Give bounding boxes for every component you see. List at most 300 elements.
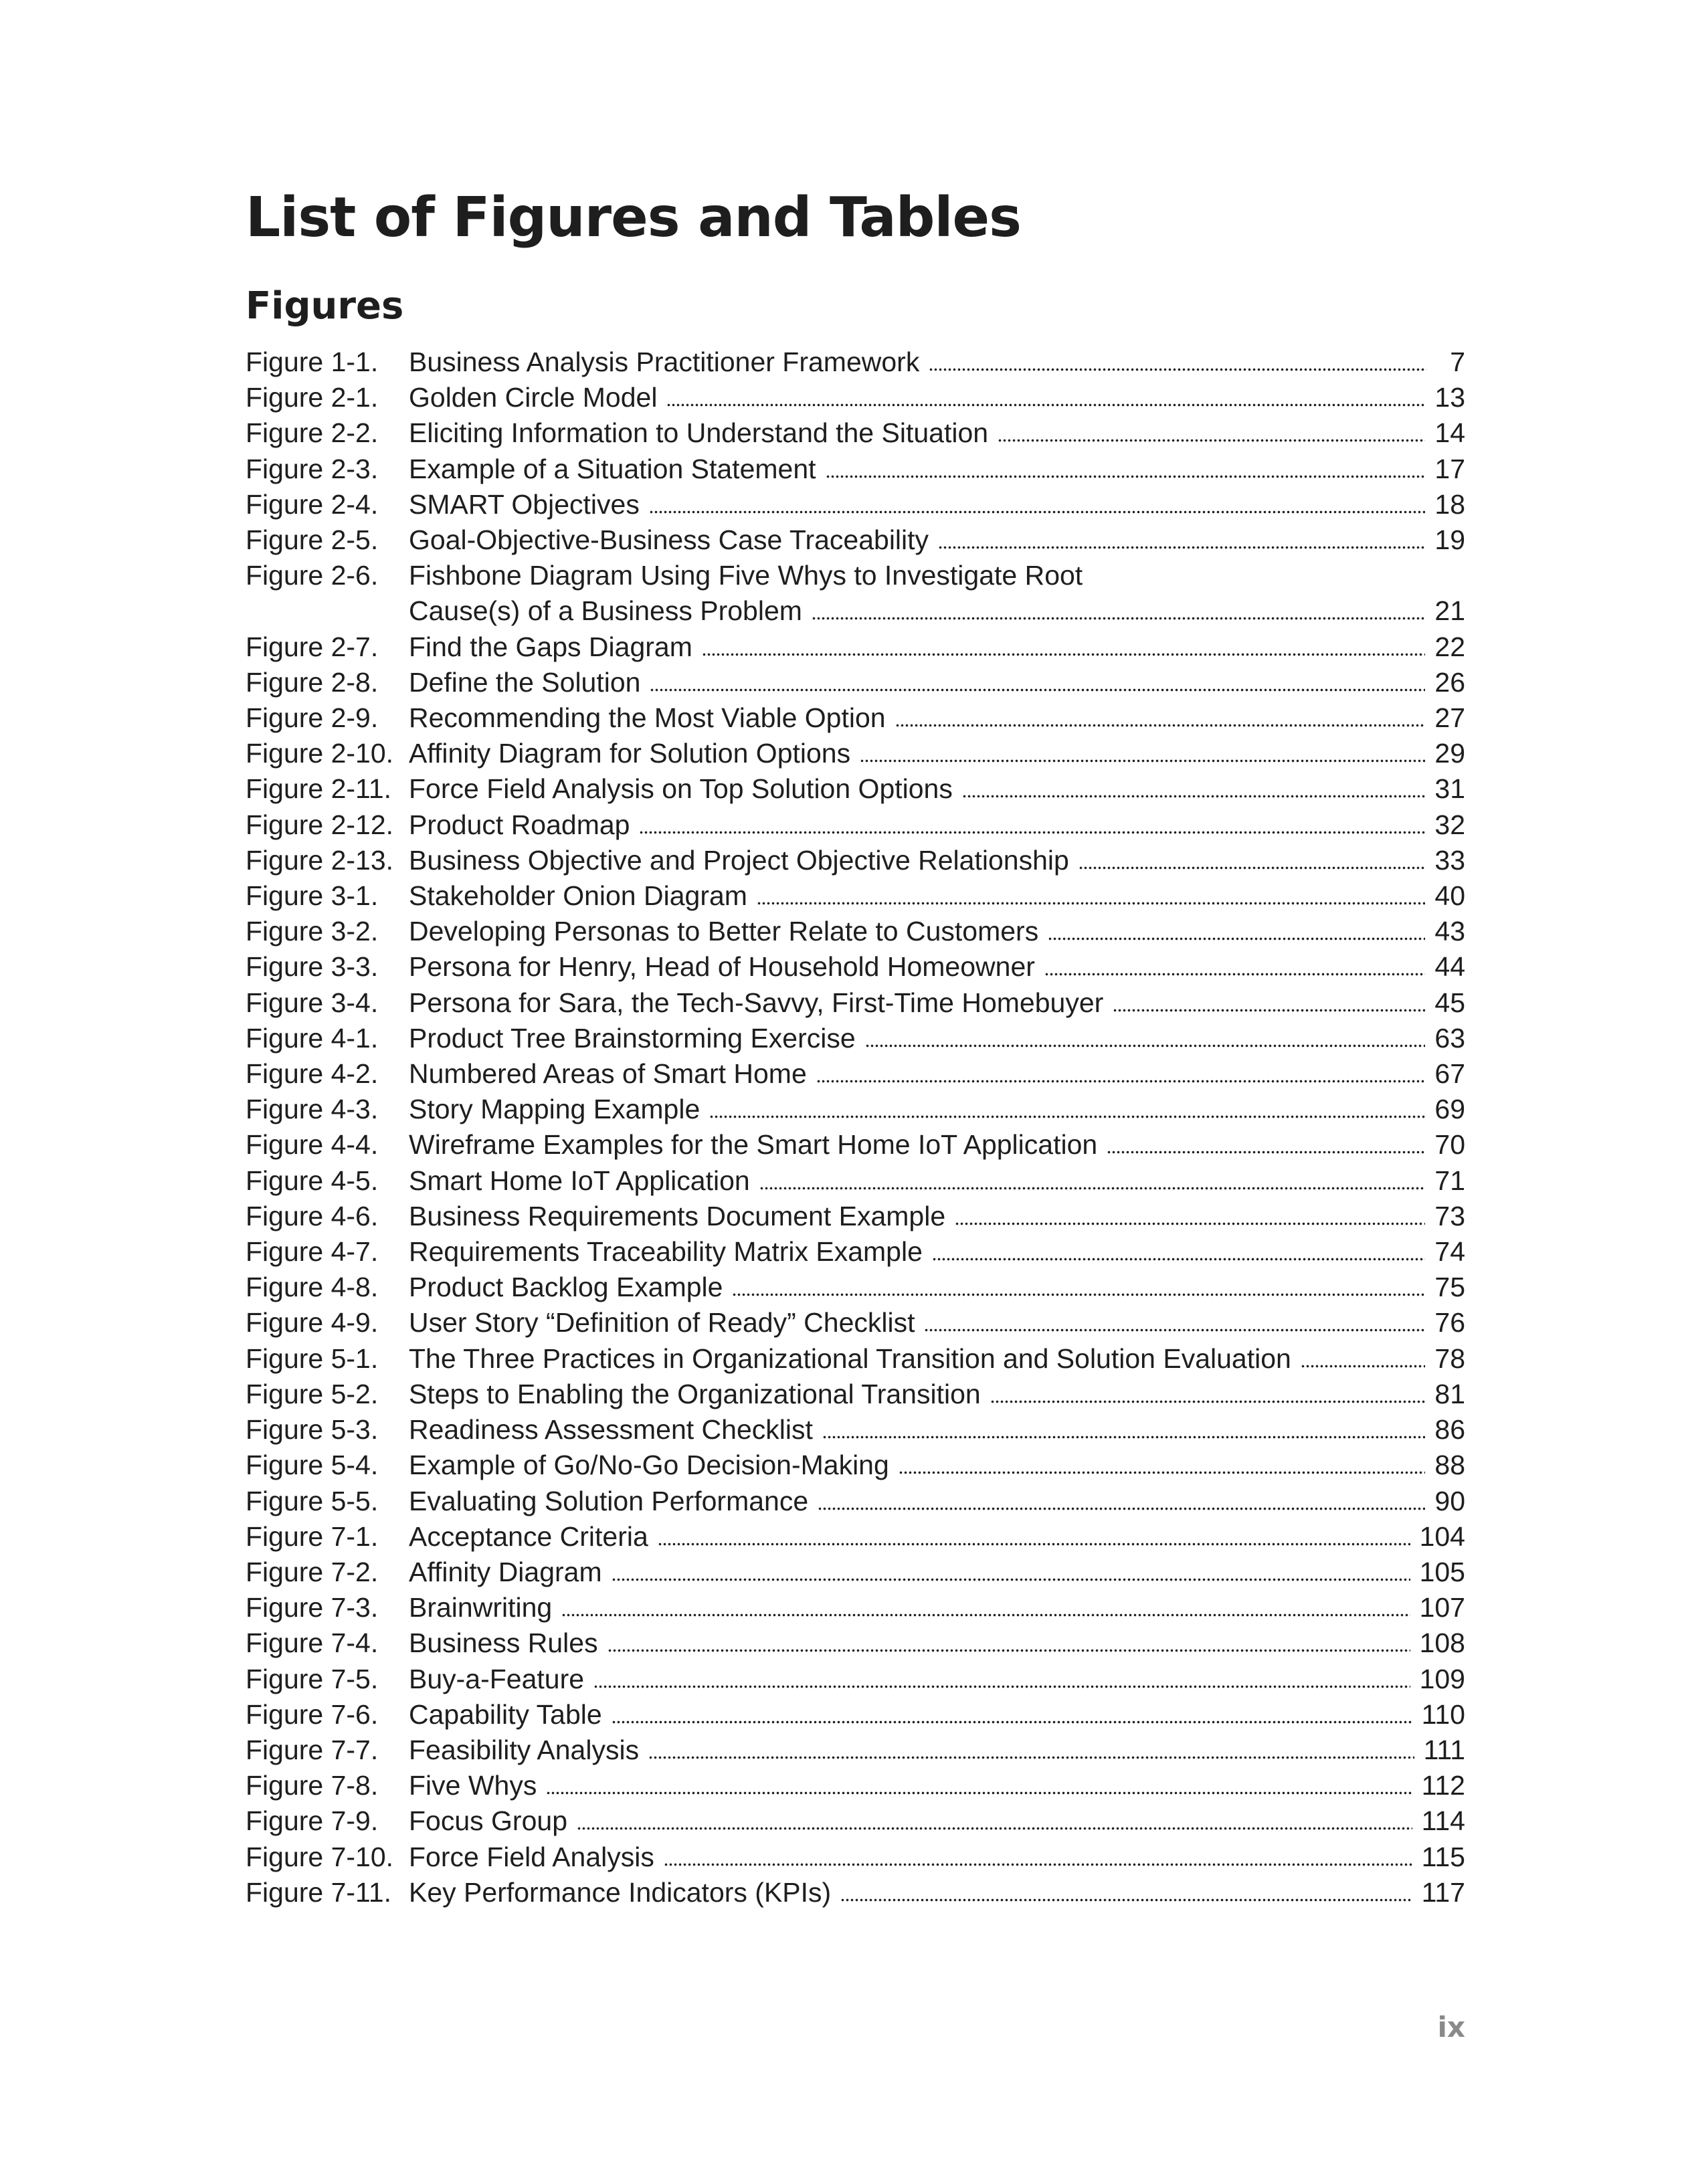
figure-title-line bbox=[409, 1021, 1465, 1056]
figure-number: Figure 2-8. bbox=[246, 666, 379, 698]
figure-number: Figure 7-2. bbox=[246, 1556, 379, 1587]
figure-number: Figure 4-4. bbox=[246, 1129, 379, 1161]
dot-leader bbox=[577, 1827, 1412, 1830]
figure-page-number: 114 bbox=[1421, 1805, 1465, 1837]
figure-entry-body bbox=[409, 1555, 1465, 1590]
figure-title: Fishbone Diagram Using Five Whys to Investigate Root bbox=[409, 560, 1083, 591]
dot-leader bbox=[658, 1543, 1410, 1546]
figure-entry-body bbox=[409, 344, 1465, 380]
figure-entry-body bbox=[409, 1732, 1465, 1768]
figure-entry-body bbox=[409, 452, 1465, 487]
dot-leader bbox=[826, 475, 1426, 478]
figure-entry-body bbox=[409, 1199, 1465, 1234]
figure-entry-body bbox=[409, 665, 1465, 700]
figure-title-line bbox=[409, 771, 1465, 807]
figure-title-line bbox=[409, 1840, 1465, 1875]
dot-leader bbox=[648, 1756, 1414, 1759]
figure-title-line bbox=[409, 1662, 1465, 1697]
figure-title: Stakeholder Onion Diagram bbox=[409, 880, 747, 912]
figure-entry[interactable] bbox=[246, 452, 1465, 487]
figure-page-number: 33 bbox=[1434, 844, 1465, 876]
dot-leader bbox=[895, 724, 1426, 727]
figure-entry-body bbox=[409, 985, 1465, 1021]
figure-entry[interactable] bbox=[246, 985, 1465, 1021]
dot-leader bbox=[1044, 973, 1425, 976]
figure-title-line bbox=[409, 452, 1465, 487]
figure-entry[interactable] bbox=[246, 380, 1465, 415]
figure-entry-body bbox=[409, 1768, 1465, 1803]
figure-entry-body bbox=[409, 1697, 1465, 1732]
figure-entry[interactable] bbox=[246, 1377, 1465, 1412]
figure-title-line bbox=[409, 1732, 1465, 1768]
figure-page-number: 90 bbox=[1434, 1485, 1465, 1516]
figure-entry[interactable] bbox=[246, 1519, 1465, 1555]
figure-number: Figure 2-5. bbox=[246, 524, 379, 556]
figure-entry-body bbox=[409, 1021, 1465, 1056]
figure-title: The Three Practices in Organizational Transition and Solution Evaluation bbox=[409, 1343, 1291, 1374]
figure-entry-body bbox=[409, 1127, 1465, 1163]
figure-entry-body bbox=[409, 1448, 1465, 1483]
dot-leader bbox=[1107, 1151, 1425, 1154]
dot-leader bbox=[612, 1578, 1410, 1581]
figure-title: Buy-a-Feature bbox=[409, 1663, 585, 1694]
dot-leader bbox=[816, 1080, 1426, 1083]
figure-entry-body bbox=[409, 1840, 1465, 1875]
dot-leader bbox=[593, 1685, 1410, 1688]
figure-title: Business Rules bbox=[409, 1627, 598, 1659]
page-number: ix bbox=[1437, 2011, 1465, 2044]
figure-title: Evaluating Solution Performance bbox=[409, 1485, 809, 1516]
figure-entry-body bbox=[409, 1270, 1465, 1305]
figure-title-line bbox=[409, 949, 1465, 985]
figure-title: Business Analysis Practitioner Framework bbox=[409, 346, 920, 377]
figure-entry-body bbox=[409, 1305, 1465, 1341]
figure-number: Figure 7-5. bbox=[246, 1663, 379, 1694]
figure-entry[interactable] bbox=[246, 1875, 1465, 1910]
figure-number: Figure 3-3. bbox=[246, 951, 379, 983]
figure-title: Requirements Traceability Matrix Example bbox=[409, 1236, 923, 1268]
figure-number: Figure 5-3. bbox=[246, 1414, 379, 1446]
figure-title: User Story “Definition of Ready” Checklist bbox=[409, 1307, 915, 1338]
figure-page-number: 43 bbox=[1434, 916, 1465, 947]
figure-title: Recommending the Most Viable Option bbox=[409, 702, 886, 734]
figure-page-number: 70 bbox=[1434, 1129, 1465, 1161]
figure-entry[interactable] bbox=[246, 665, 1465, 700]
figure-entry-body bbox=[409, 415, 1465, 451]
figure-title: Acceptance Criteria bbox=[409, 1520, 648, 1552]
figure-entry-body bbox=[409, 949, 1465, 985]
dot-leader bbox=[929, 368, 1426, 371]
figure-page-number: 73 bbox=[1434, 1200, 1465, 1231]
figure-title: Product Roadmap bbox=[409, 809, 630, 840]
figure-title-line bbox=[409, 878, 1465, 914]
figure-number: Figure 2-9. bbox=[246, 702, 379, 734]
figure-title-line bbox=[409, 1270, 1465, 1305]
section-heading-figures: Figures bbox=[246, 284, 404, 328]
figure-entry[interactable] bbox=[246, 807, 1465, 843]
figure-page-number: 109 bbox=[1419, 1663, 1465, 1694]
figure-number: Figure 7-9. bbox=[246, 1805, 379, 1837]
figure-entry-body bbox=[409, 878, 1465, 914]
figure-title-line bbox=[409, 1697, 1465, 1732]
figure-title: Affinity Diagram for Solution Options bbox=[409, 738, 851, 769]
figure-entry[interactable] bbox=[246, 1234, 1465, 1270]
figure-number: Figure 7-3. bbox=[246, 1592, 379, 1623]
figure-number: Figure 4-7. bbox=[246, 1236, 379, 1268]
figure-title-line bbox=[409, 522, 1465, 558]
figure-entry[interactable] bbox=[246, 1021, 1465, 1056]
figure-entry-body bbox=[409, 1625, 1465, 1661]
figure-entry[interactable] bbox=[246, 1127, 1465, 1163]
figure-number: Figure 4-8. bbox=[246, 1272, 379, 1303]
figure-title-line bbox=[409, 1163, 1465, 1199]
figure-entry-body bbox=[409, 1056, 1465, 1092]
figure-number: Figure 2-3. bbox=[246, 453, 379, 484]
figure-title-line bbox=[409, 629, 1465, 665]
figure-entry[interactable] bbox=[246, 1341, 1465, 1377]
figure-page-number: 45 bbox=[1434, 987, 1465, 1018]
figure-title-line bbox=[409, 1412, 1465, 1448]
figure-title-line bbox=[409, 1590, 1465, 1625]
figure-entry-body bbox=[409, 1662, 1465, 1697]
figure-page-number: 76 bbox=[1434, 1307, 1465, 1338]
figure-entry[interactable] bbox=[246, 1199, 1465, 1234]
figure-title: Feasibility Analysis bbox=[409, 1734, 640, 1765]
figure-entry-body bbox=[409, 736, 1465, 771]
figure-page-number: 27 bbox=[1434, 702, 1465, 734]
figure-title: Goal-Objective-Business Case Traceability bbox=[409, 524, 929, 556]
figure-number: Figure 5-1. bbox=[246, 1343, 379, 1374]
figure-entry-body bbox=[409, 487, 1465, 522]
figure-entry-body bbox=[409, 558, 1465, 629]
figure-number: Figure 5-5. bbox=[246, 1485, 379, 1516]
figure-number: Figure 4-5. bbox=[246, 1165, 379, 1196]
figure-number: Figure 5-4. bbox=[246, 1450, 379, 1481]
figure-page-number: 104 bbox=[1419, 1520, 1465, 1552]
figure-title: Five Whys bbox=[409, 1770, 537, 1801]
figure-page-number: 31 bbox=[1434, 773, 1465, 805]
figure-title-line bbox=[409, 1803, 1465, 1839]
figure-entry[interactable] bbox=[246, 771, 1465, 807]
figure-number: Figure 3-1. bbox=[246, 880, 379, 912]
figure-title: Business Objective and Project Objective Relationship bbox=[409, 844, 1069, 876]
figure-number: Figure 7-1. bbox=[246, 1520, 379, 1552]
figure-entry-body bbox=[409, 807, 1465, 843]
figure-title-line bbox=[409, 1092, 1465, 1127]
dot-leader bbox=[561, 1613, 1410, 1617]
dot-leader bbox=[822, 1435, 1426, 1439]
figure-number: Figure 2-12. bbox=[246, 809, 394, 840]
figure-page-number: 108 bbox=[1419, 1627, 1465, 1659]
figure-title-line bbox=[409, 1448, 1465, 1483]
figure-entry-body bbox=[409, 1341, 1465, 1377]
figure-entry[interactable] bbox=[246, 558, 1465, 629]
figure-title: Example of a Situation Statement bbox=[409, 453, 816, 484]
figure-title: Force Field Analysis bbox=[409, 1841, 654, 1872]
figure-page-number: 19 bbox=[1434, 524, 1465, 556]
figure-entry[interactable] bbox=[246, 415, 1465, 451]
figure-title-line bbox=[409, 807, 1465, 843]
dot-leader bbox=[998, 439, 1425, 442]
figure-entry-body bbox=[409, 700, 1465, 736]
figure-entry[interactable] bbox=[246, 1803, 1465, 1839]
figure-title: Example of Go/No-Go Decision-Making bbox=[409, 1450, 889, 1481]
figure-number: Figure 3-2. bbox=[246, 916, 379, 947]
figure-number: Figure 4-9. bbox=[246, 1307, 379, 1338]
figure-page-number: 7 bbox=[1450, 346, 1465, 377]
figure-number: Figure 4-2. bbox=[246, 1058, 379, 1090]
dot-leader bbox=[955, 1222, 1425, 1225]
figure-entry[interactable] bbox=[246, 1056, 1465, 1092]
figure-title: Readiness Assessment Checklist bbox=[409, 1414, 813, 1446]
figure-title: Developing Personas to Better Relate to Customers bbox=[409, 916, 1039, 947]
figure-entry[interactable] bbox=[246, 1768, 1465, 1803]
figure-entry[interactable] bbox=[246, 1163, 1465, 1199]
dot-leader bbox=[924, 1328, 1425, 1332]
figure-entry[interactable] bbox=[246, 1590, 1465, 1625]
figure-title-line bbox=[409, 1305, 1465, 1341]
figure-title: Product Tree Brainstorming Exercise bbox=[409, 1022, 856, 1054]
figure-title: Define the Solution bbox=[409, 666, 641, 698]
dot-leader bbox=[759, 1187, 1426, 1190]
dot-leader bbox=[732, 1293, 1425, 1296]
figure-entry-body bbox=[409, 1377, 1465, 1412]
figure-page-number: 105 bbox=[1419, 1556, 1465, 1587]
figure-page-number: 29 bbox=[1434, 738, 1465, 769]
figure-title-line bbox=[409, 1199, 1465, 1234]
dot-leader bbox=[709, 1115, 1425, 1118]
dot-leader bbox=[1079, 866, 1426, 870]
figure-entry[interactable] bbox=[246, 1555, 1465, 1590]
figure-title-line bbox=[409, 1625, 1465, 1661]
figure-number: Figure 2-13. bbox=[246, 844, 394, 876]
figure-page-number: 115 bbox=[1421, 1841, 1465, 1872]
dot-leader bbox=[650, 688, 1425, 692]
figure-entry[interactable] bbox=[246, 1412, 1465, 1448]
figure-entry-body bbox=[409, 629, 1465, 665]
figure-entry[interactable] bbox=[246, 1448, 1465, 1483]
figure-title: Brainwriting bbox=[409, 1592, 553, 1623]
figure-entry-body bbox=[409, 914, 1465, 949]
figure-entry-body bbox=[409, 522, 1465, 558]
figure-number: Figure 7-8. bbox=[246, 1770, 379, 1801]
dot-leader bbox=[664, 1863, 1412, 1866]
figure-number: Figure 2-1. bbox=[246, 382, 379, 413]
figure-entry[interactable] bbox=[246, 1840, 1465, 1875]
figure-entry-body bbox=[409, 1875, 1465, 1910]
figure-title: Focus Group bbox=[409, 1805, 567, 1837]
figure-entry[interactable] bbox=[246, 878, 1465, 914]
figure-entry-body bbox=[409, 1412, 1465, 1448]
dot-leader bbox=[1301, 1365, 1426, 1368]
figure-entry[interactable] bbox=[246, 1484, 1465, 1519]
figure-title-line bbox=[409, 1234, 1465, 1270]
figure-title-line bbox=[409, 415, 1465, 451]
figure-entry-body bbox=[409, 1484, 1465, 1519]
figure-entry[interactable] bbox=[246, 1305, 1465, 1341]
dot-leader bbox=[938, 546, 1425, 549]
figure-page-number: 69 bbox=[1434, 1094, 1465, 1125]
figure-page-number: 111 bbox=[1423, 1734, 1465, 1765]
figure-number: Figure 7-4. bbox=[246, 1627, 379, 1659]
dot-leader bbox=[608, 1649, 1410, 1652]
figure-entry[interactable] bbox=[246, 1697, 1465, 1732]
figures-list bbox=[246, 344, 1465, 1910]
figure-title: Persona for Sara, the Tech-Savvy, First-Time Homebuyer bbox=[409, 987, 1104, 1018]
figure-entry[interactable] bbox=[246, 1662, 1465, 1697]
figure-title-line bbox=[409, 843, 1465, 878]
figure-entry-body bbox=[409, 771, 1465, 807]
figure-page-number: 74 bbox=[1434, 1236, 1465, 1268]
figure-entry[interactable] bbox=[246, 700, 1465, 736]
figure-entry-body bbox=[409, 380, 1465, 415]
figure-title: Numbered Areas of Smart Home bbox=[409, 1058, 807, 1090]
dot-leader bbox=[649, 510, 1426, 514]
figure-page-number: 26 bbox=[1434, 666, 1465, 698]
figure-entry[interactable] bbox=[246, 914, 1465, 949]
figure-title: Golden Circle Model bbox=[409, 382, 658, 413]
figure-page-number: 78 bbox=[1434, 1343, 1465, 1374]
figure-page-number: 13 bbox=[1434, 382, 1465, 413]
figure-title: Capability Table bbox=[409, 1698, 602, 1730]
figure-number: Figure 4-1. bbox=[246, 1022, 379, 1054]
figure-title-line bbox=[409, 1484, 1465, 1519]
figure-entry[interactable] bbox=[246, 949, 1465, 985]
dot-leader bbox=[990, 1400, 1426, 1403]
dot-leader bbox=[612, 1720, 1412, 1724]
figure-title: Smart Home IoT Application bbox=[409, 1165, 750, 1196]
figure-title: Product Backlog Example bbox=[409, 1272, 723, 1303]
figure-title-line bbox=[409, 1768, 1465, 1803]
figure-title-line bbox=[409, 1519, 1465, 1555]
dot-leader bbox=[932, 1258, 1426, 1261]
figure-entry-body bbox=[409, 843, 1465, 878]
figure-page-number: 17 bbox=[1434, 453, 1465, 484]
figure-number: Figure 7-10. bbox=[246, 1841, 394, 1872]
page-title: List of Figures and Tables bbox=[246, 186, 1021, 250]
figure-title-line bbox=[409, 344, 1465, 380]
dot-leader bbox=[818, 1507, 1425, 1510]
figure-title-line bbox=[409, 558, 1465, 593]
figure-number: Figure 4-6. bbox=[246, 1200, 379, 1231]
figure-page-number: 88 bbox=[1434, 1450, 1465, 1481]
figure-entry[interactable] bbox=[246, 1092, 1465, 1127]
figure-page-number: 22 bbox=[1434, 631, 1465, 662]
figure-number: Figure 2-2. bbox=[246, 417, 379, 449]
figure-title-line bbox=[409, 1555, 1465, 1590]
figure-title: Persona for Henry, Head of Household Homeowner bbox=[409, 951, 1035, 983]
figure-entry[interactable] bbox=[246, 843, 1465, 878]
figure-entry-body bbox=[409, 1092, 1465, 1127]
dot-leader bbox=[840, 1898, 1412, 1902]
figure-title: Eliciting Information to Understand the Situation bbox=[409, 417, 989, 449]
figure-entry[interactable] bbox=[246, 1625, 1465, 1661]
figure-page-number: 44 bbox=[1434, 951, 1465, 983]
figure-entry-body bbox=[409, 1234, 1465, 1270]
figure-number: Figure 2-4. bbox=[246, 488, 379, 520]
figure-number: Figure 4-3. bbox=[246, 1094, 379, 1125]
dot-leader bbox=[962, 795, 1426, 798]
figure-page-number: 67 bbox=[1434, 1058, 1465, 1090]
figure-number: Figure 7-6. bbox=[246, 1698, 379, 1730]
figure-page-number: 112 bbox=[1421, 1770, 1465, 1801]
figure-title-line bbox=[409, 665, 1465, 700]
figure-page-number: 32 bbox=[1434, 809, 1465, 840]
figure-page-number: 21 bbox=[1434, 595, 1465, 627]
figure-title-line bbox=[409, 736, 1465, 771]
dot-leader bbox=[812, 617, 1425, 620]
dot-leader bbox=[702, 653, 1426, 656]
figure-title: Business Requirements Document Example bbox=[409, 1200, 946, 1231]
dot-leader bbox=[546, 1791, 1412, 1795]
figure-title: SMART Objectives bbox=[409, 488, 640, 520]
figure-entry[interactable] bbox=[246, 736, 1465, 771]
figure-number: Figure 7-11. bbox=[246, 1876, 392, 1908]
dot-leader bbox=[1113, 1009, 1425, 1012]
figure-entry-body bbox=[409, 1803, 1465, 1839]
dot-leader bbox=[860, 759, 1425, 763]
figure-title-line bbox=[409, 1056, 1465, 1092]
dot-leader bbox=[1048, 937, 1425, 940]
figure-page-number: 18 bbox=[1434, 488, 1465, 520]
figure-title: Key Performance Indicators (KPIs) bbox=[409, 1876, 832, 1908]
figure-page-number: 75 bbox=[1434, 1272, 1465, 1303]
figure-entry-body bbox=[409, 1519, 1465, 1555]
dot-leader bbox=[899, 1471, 1426, 1474]
figure-entry[interactable] bbox=[246, 522, 1465, 558]
figure-title-line bbox=[409, 487, 1465, 522]
figure-title-line bbox=[409, 380, 1465, 415]
figure-entry[interactable] bbox=[246, 1732, 1465, 1768]
figure-title-line bbox=[409, 593, 1465, 629]
figure-page-number: 117 bbox=[1421, 1876, 1465, 1908]
dot-leader bbox=[865, 1044, 1426, 1048]
figure-page-number: 107 bbox=[1419, 1592, 1465, 1623]
figure-number: Figure 3-4. bbox=[246, 987, 379, 1018]
figure-page-number: 110 bbox=[1421, 1698, 1465, 1730]
figure-title-line bbox=[409, 700, 1465, 736]
figure-page-number: 86 bbox=[1434, 1414, 1465, 1446]
figure-entry[interactable] bbox=[246, 629, 1465, 665]
figure-page-number: 40 bbox=[1434, 880, 1465, 912]
figure-entry[interactable] bbox=[246, 487, 1465, 522]
figure-entry-body bbox=[409, 1163, 1465, 1199]
figure-title-line bbox=[409, 1127, 1465, 1163]
figure-title: Force Field Analysis on Top Solution Options bbox=[409, 773, 953, 805]
dot-leader bbox=[757, 902, 1425, 905]
figure-title: Find the Gaps Diagram bbox=[409, 631, 692, 662]
figure-title: Affinity Diagram bbox=[409, 1556, 602, 1587]
figure-entry[interactable] bbox=[246, 1270, 1465, 1305]
figure-number: Figure 2-11. bbox=[246, 773, 392, 805]
figure-number: Figure 7-7. bbox=[246, 1734, 379, 1765]
figure-title-line bbox=[409, 914, 1465, 949]
dot-leader bbox=[639, 831, 1425, 834]
figure-entry-body bbox=[409, 1590, 1465, 1625]
figure-number: Figure 5-2. bbox=[246, 1378, 379, 1409]
figure-page-number: 71 bbox=[1434, 1165, 1465, 1196]
figure-title-continued: Cause(s) of a Business Problem bbox=[409, 595, 802, 627]
figure-title-line bbox=[409, 985, 1465, 1021]
figure-title-line bbox=[409, 1377, 1465, 1412]
figure-number: Figure 2-6. bbox=[246, 560, 379, 591]
figure-title-line bbox=[409, 1875, 1465, 1910]
figure-title: Steps to Enabling the Organizational Transition bbox=[409, 1378, 981, 1409]
figure-entry[interactable] bbox=[246, 344, 1465, 380]
dot-leader bbox=[666, 403, 1425, 407]
figure-number: Figure 2-7. bbox=[246, 631, 379, 662]
figure-title: Wireframe Examples for the Smart Home IoT Application bbox=[409, 1129, 1098, 1161]
